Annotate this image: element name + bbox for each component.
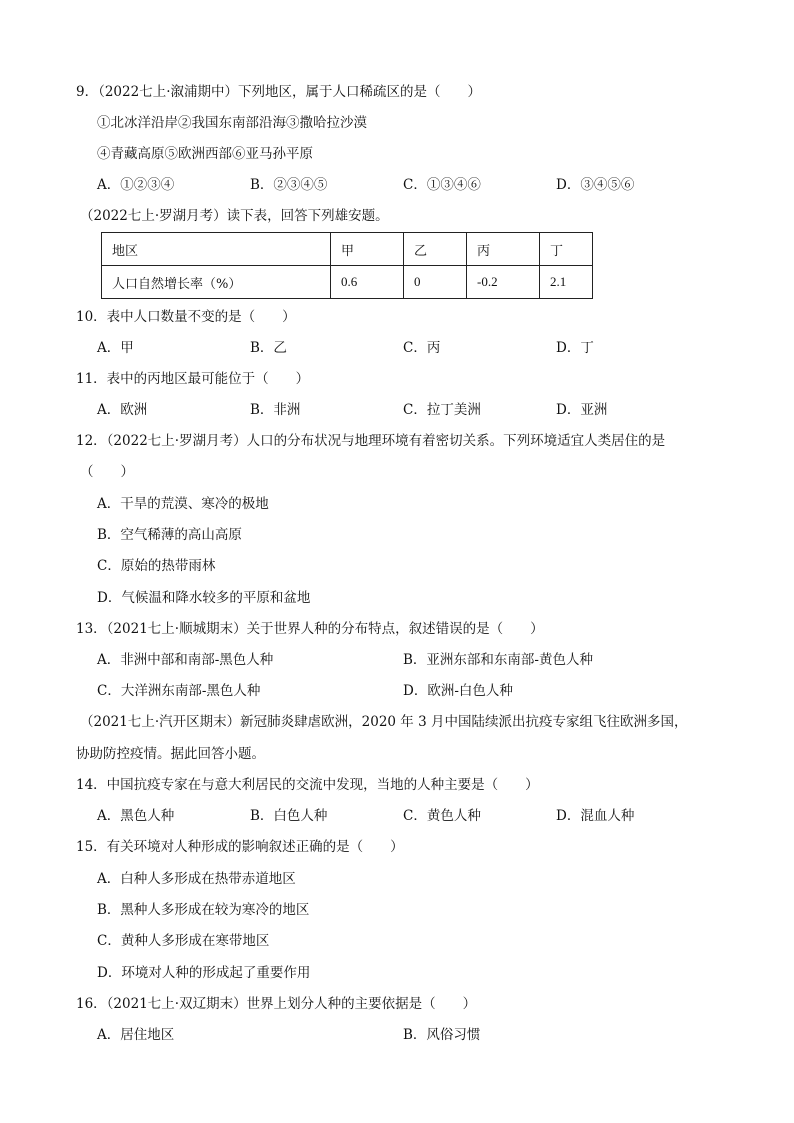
table-header-jia: 甲 [331,233,404,266]
option-a[interactable]: A．甲 [97,340,134,356]
table-row-label: 人口自然增长率（%） [102,266,331,299]
table-cell-jia: 0.6 [331,266,404,299]
question-14-stem: 14．中国抗疫专家在与意大利居民的交流中发现，当地的人种主要是（ ） [76,777,539,793]
question-12-stem: 12．（2022七上·罗湖月考）人口的分布状况与地理环境有着密切关系。下列环境适宜人类居住的是 [76,433,666,449]
table-cell-bing: -0.2 [467,266,540,299]
question-9-options [97,175,697,195]
option-b[interactable]: B．白色人种 [250,808,328,824]
option-b[interactable]: B．亚洲东部和东南部-黄色人种 [403,652,593,668]
table-intro: （2022七上·罗湖月考）读下表，回答下列雄安题。 [80,208,389,224]
option-a[interactable]: A．欧洲 [97,402,148,418]
option-c[interactable]: C．黄色人种 [403,808,481,824]
table-cell-yi: 0 [404,266,467,299]
table-header-yi: 乙 [404,233,467,266]
option-b[interactable]: B．风俗习惯 [403,1027,481,1043]
covid-intro-line2: 协助防控疫情。据此回答小题。 [76,746,265,762]
growth-rate-table [101,232,593,299]
question-15-option-b[interactable]: B．黑种人多形成在较为寒冷的地区 [97,902,310,918]
table-header-ding: 丁 [540,233,593,266]
question-16-options [97,1025,717,1045]
question-14-options [97,806,697,826]
question-9-items-line1: ①北冰洋沿岸②我国东南部沿海③撒哈拉沙漠 [97,115,367,131]
question-12-option-a[interactable]: A．干旱的荒漠、寒冷的极地 [97,496,269,512]
question-15-stem: 15．有关环境对人种形成的影响叙述正确的是（ ） [76,839,404,855]
question-15-option-a[interactable]: A．白种人多形成在热带赤道地区 [97,871,296,887]
option-a[interactable]: A．①②③④ [97,177,175,193]
table-header-bing: 丙 [467,233,540,266]
question-16-stem: 16．（2021七上·双辽期末）世界上划分人种的主要依据是（ ） [76,996,477,1012]
question-9-stem: 9．（2022七上·溆浦期中）下列地区，属于人口稀疏区的是（ ） [76,84,481,100]
question-13-stem: 13．（2021七上·顺城期末）关于世界人种的分布特点，叙述错误的是（ ） [76,621,544,637]
question-13-options-row2 [97,681,717,701]
option-b[interactable]: B．非洲 [250,402,301,418]
table-row [102,266,593,299]
question-12-stem-cont: （ ） [80,464,134,480]
option-c[interactable]: C．①③④⑥ [403,177,481,193]
option-b[interactable]: B．②③④⑤ [250,177,328,193]
table-row [102,233,593,266]
question-11-options [97,400,697,420]
option-c[interactable]: C．拉丁美洲 [403,402,481,418]
question-15-option-d[interactable]: D．环境对人种的形成起了重要作用 [97,965,311,981]
question-9-items-line2: ④青藏高原⑤欧洲西部⑥亚马孙平原 [97,146,313,162]
option-b[interactable]: B．乙 [250,340,287,356]
question-13-options-row1 [97,650,717,670]
question-12-option-c[interactable]: C．原始的热带雨林 [97,558,216,574]
option-d[interactable]: D．③④⑤⑥ [556,177,635,193]
option-d[interactable]: D．亚洲 [556,402,608,418]
option-a[interactable]: A．居住地区 [97,1027,175,1043]
question-11-stem: 11．表中的丙地区最可能位于（ ） [76,371,310,387]
option-c[interactable]: C．丙 [403,340,441,356]
question-12-option-d[interactable]: D．气候温和降水较多的平原和盆地 [97,590,311,606]
question-10-stem: 10．表中人口数量不变的是（ ） [76,309,296,325]
covid-intro-line1: （2021七上·汽开区期末）新冠肺炎肆虐欧洲，2020 年 3 月中国陆续派出抗疫专家组飞往欧洲多国， [80,714,688,730]
option-d[interactable]: D．混血人种 [556,808,635,824]
question-12-option-b[interactable]: B．空气稀薄的高山高原 [97,527,242,543]
option-d[interactable]: D．丁 [556,340,594,356]
option-d[interactable]: D．欧洲-白色人种 [403,683,513,699]
table-header-region: 地区 [102,233,331,266]
table-cell-ding: 2.1 [540,266,593,299]
question-10-options [97,338,697,358]
option-a[interactable]: A．非洲中部和南部-黑色人种 [97,652,274,668]
question-15-option-c[interactable]: C．黄种人多形成在寒带地区 [97,933,270,949]
option-c[interactable]: C．大洋洲东南部-黑色人种 [97,683,261,699]
option-a[interactable]: A．黑色人种 [97,808,175,824]
